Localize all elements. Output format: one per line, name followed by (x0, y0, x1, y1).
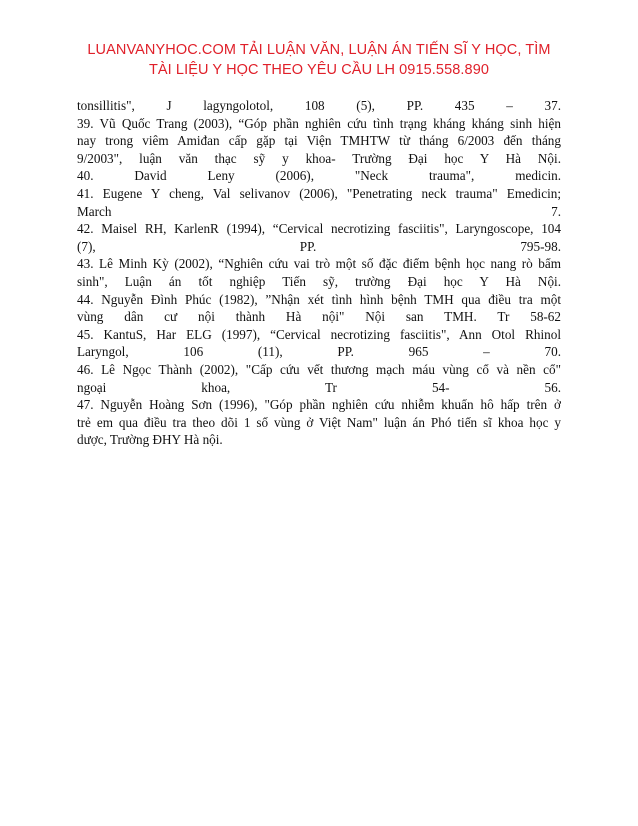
reference-line: 43. Lê Minh Kỳ (2002), “Nghiên cứu vai trò một số đặc điểm bệnh học nang rò bẩm (77, 256, 561, 272)
reference-line: (7), PP. 795-98. (77, 238, 561, 254)
reference-line: 46. Lê Ngọc Thành (2002), "Cấp cứu vết thương mạch máu vùng cổ và nền cổ" (77, 361, 561, 377)
reference-line: March 7. (77, 203, 561, 219)
reference-line: 47. Nguyễn Hoàng Sơn (1996), "Góp phần nghiên cứu nhiễm khuẩn hô hấp trên ở (77, 397, 561, 413)
reference-line: nay trong viêm Amiđan cấp gặp tại Viện TMHTW từ tháng 6/2003 đến tháng (77, 133, 561, 149)
reference-line: Laryngol, 106 (11), PP. 965 – 70. (77, 344, 561, 360)
reference-line: 39. Vũ Quốc Trang (2003), “Góp phần nghiên cứu tình trạng kháng kháng sinh hiện (77, 115, 561, 131)
reference-line: 42. Maisel RH, KarlenR (1994), “Cervical necrotizing fasciitis", Laryngoscope, 104 (77, 221, 561, 237)
header-line-1: LUANVANYHOC.COM TẢI LUẬN VĂN, LUẬN ÁN TIẾN SĨ Y HỌC, TÌM (87, 42, 551, 58)
reference-line: tonsillitis", J lagyngolotol, 108 (5), PP. 435 – 37. (77, 98, 561, 113)
reference-line: 41. Eugene Y cheng, Val selivanov (2006), "Penetrating neck trauma" Emedicin; (77, 185, 561, 201)
reference-line: 9/2003", luận văn thạc sỹ y khoa- Trường Đại học Y Hà Nội. (77, 150, 561, 166)
header-line-2: TÀI LIỆU Y HỌC THEO YÊU CẦU LH 0915.558.890 (148, 62, 490, 78)
reference-line: 44. Nguyễn Đình Phúc (1982), ”Nhận xét tình hình bệnh TMH qua điều tra một (77, 291, 561, 307)
reference-line: sinh", Luận án tốt nghiệp Tiến sỹ, trường Đại học Y Hà Nội. (77, 273, 561, 289)
reference-line: ngoại khoa, Tr 54- 56. (77, 379, 561, 395)
reference-line: dược, Trường ĐHY Hà nội. (77, 432, 223, 448)
reference-line: vùng dân cư nội thành Hà nội" Nội san TMH. Tr 58-62 (77, 309, 561, 325)
reference-list (77, 97, 561, 449)
reference-line: 45. KantuS, Har ELG (1997), “Cervical necrotizing fasciitis", Ann Otol Rhinol (77, 326, 561, 342)
reference-line: trẻ em qua điều tra theo dõi 1 số vùng ở Việt Nam" luận án Phó tiến sĩ khoa học y (77, 414, 561, 430)
page-header (60, 40, 578, 80)
reference-line: 40. David Leny (2006), "Neck trauma", medicin. (77, 168, 561, 184)
